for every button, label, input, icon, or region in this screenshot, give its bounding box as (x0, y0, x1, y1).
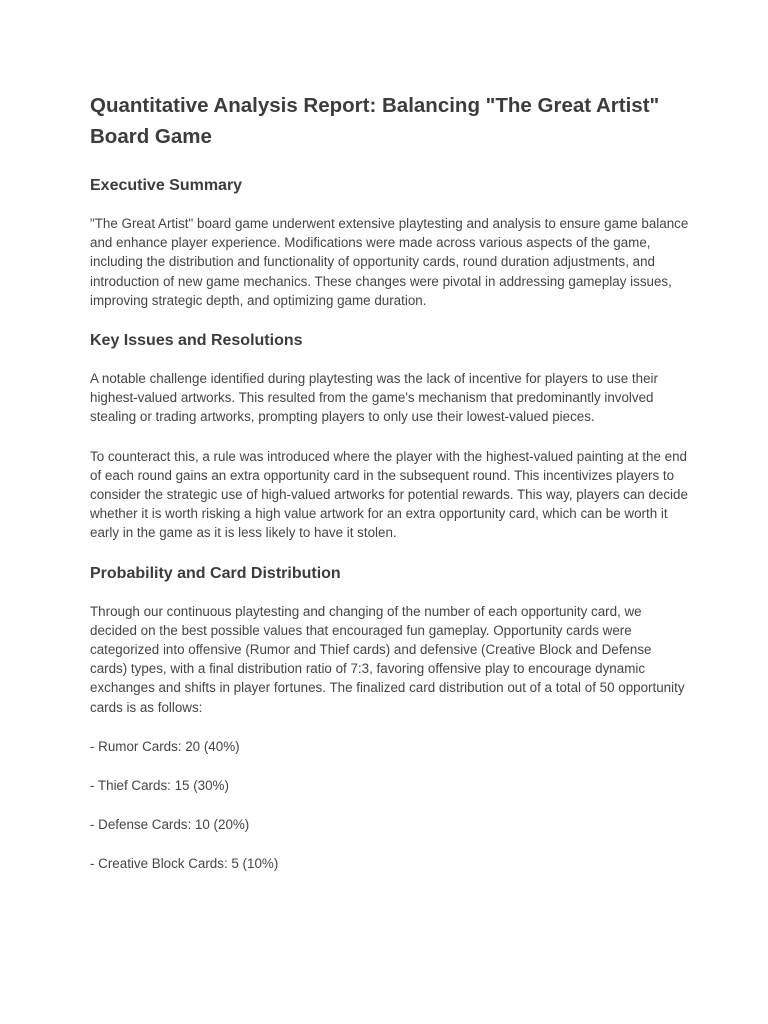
paragraph: To counteract this, a rule was introduced where the player with the highest-valued painting at the end of each round gains an extra opportunity card in the subsequent round. This incentivizes players to consider the strategic use of high-valued artworks for potential rewards. This way, players can decide whether it is worth risking a high value artwork for an extra opportunity card, which can be worth it early in the game as it is less likely to have it stolen. (90, 448, 688, 541)
paragraph: Through our continuous playtesting and changing of the number of each opportunity card, we decided on the best possible values that encouraged fun gameplay. Opportunity cards were categorized into offensive (Rumor and Thief cards) and defensive (Creative Block and Defense cards) types, with a final distribution ratio of 7:3, favoring offensive play to encourage dynamic exchanges and shifts in player fortunes. The finalized card distribution out of a total of 50 opportunity cards is as follows: (90, 603, 685, 715)
paragraph: A notable challenge identified during playtesting was the lack of incentive for players to use their highest-valued artworks. This resulted from the game's mechanism that predominantly involved stealing or trading artworks, prompting players to only use their lowest-valued pieces. (90, 371, 658, 425)
card-distribution-list (90, 737, 690, 874)
list-item-defense-cards: - Defense Cards: 10 (20%) (90, 817, 250, 833)
document-page (90, 90, 690, 894)
list-item-rumor-cards: - Rumor Cards: 20 (40%) (90, 738, 240, 754)
list-item-thief-cards: - Thief Cards: 15 (30%) (90, 778, 229, 794)
section-probability-distribution (90, 563, 690, 874)
section-key-issues (90, 330, 690, 543)
section-heading: Executive Summary (90, 177, 243, 194)
document-title: Quantitative Analysis Report: Balancing "The Great Artist" Board Game (90, 94, 660, 148)
section-executive-summary (90, 175, 690, 310)
list-item-creative-block-cards: - Creative Block Cards: 5 (10%) (90, 856, 279, 872)
section-heading: Key Issues and Resolutions (90, 332, 303, 350)
paragraph: "The Great Artist" board game underwent extensive playtesting and analysis to ensure game balance and enhance player experience. Modifications were made across various aspects of the game, including the distribution and functionality of opportunity cards, round duration adjustments, and introduction of new game mechanics. These changes were pivotal in addressing gameplay issues, improving strategic depth, and optimizing game duration. (90, 216, 689, 308)
section-heading: Probability and Card Distribution (90, 564, 341, 582)
